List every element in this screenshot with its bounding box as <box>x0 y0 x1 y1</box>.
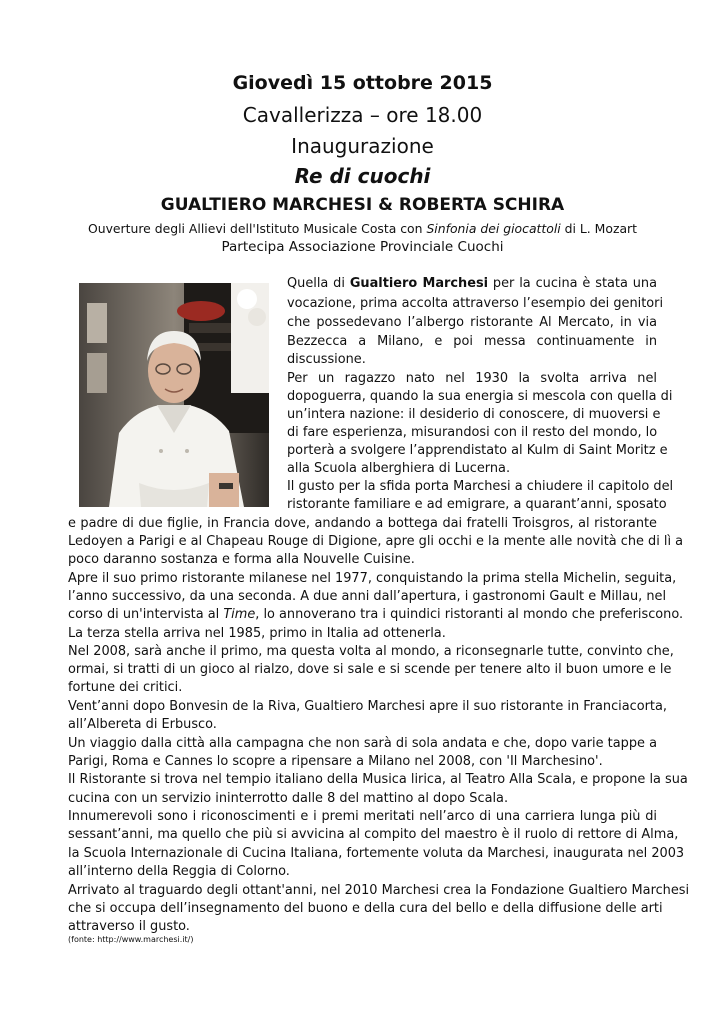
bio-line-33: all’interno della Reggia di Colorno. <box>68 864 290 879</box>
chef-name: Gualtiero Marchesi <box>349 276 489 291</box>
bio-line-23: fortune dei critici. <box>68 680 183 695</box>
bio-line-27: Parigi, Roma e Cannes lo scopre a ripensare a Milano nel 2008, con 'Il Marchesino'. <box>68 754 603 769</box>
bio-line-28: Il Ristorante si trova nel tempio italiano della Musica lirica, al Teatro Alla Scala, e propone la sua <box>68 772 688 787</box>
bio-line-21: Nel 2008, sarà anche il primo, ma questa volta al mondo, a riconsegnarle tutte, convinto che, <box>68 644 674 659</box>
event-date: Giovedì 15 ottobre 2015 <box>232 72 493 94</box>
magazine-name: Time <box>223 607 256 622</box>
bio-line-25: all’Albereta di Erbusco. <box>68 717 217 732</box>
bio-line-19: corso di un'intervista al Time, lo annoverano tra i quindici ristoranti al mondo che preferiscono. <box>68 607 684 622</box>
source-note: (fonte: http://www.marchesi.it/) <box>68 935 194 944</box>
bio-line-26: Un viaggio dalla città alla campagna che non sarà di sola andata e che, dopo varie tappe a <box>68 736 657 751</box>
bio-line-32: la Scuola Internazionale di Cucina Italiana, fortemente voluta da Marchesi, inaugurata nel 2003 <box>68 846 685 861</box>
bio-line-7: dopoguerra, quando la sua energia si mescola con quella di <box>287 389 673 404</box>
bio-line-29: cucina con un servizio ininterrotto dalle 8 del mattino al dopo Scala. <box>68 791 509 806</box>
bio-line-4: Bezzecca a Milano, e poi messa continuamente in <box>287 334 657 349</box>
bio-line-9: di fare esperienza, misurandosi con il resto del mondo, lo <box>287 425 658 440</box>
bio-line-2: vocazione, prima accolta attraverso l’esempio dei genitori <box>287 296 664 311</box>
bio-line-24: Vent’anni dopo Bonvesin de la Riva, Gualtiero Marchesi apre il suo ristorante in Franciacorta, <box>68 699 667 714</box>
bio-line-34: Arrivato al traguardo degli ottant'anni, nel 2010 Marchesi crea la Fondazione Gualtiero Marchesi <box>68 883 690 898</box>
bio-line-18: l’anno successivo, da una seconda. A due anni dall’apertura, i gastronomi Gault e Millau, nel <box>68 589 667 604</box>
bio-line-3: che possedevano l’albergo ristorante Al Mercato, in via <box>287 315 657 330</box>
portrait-photo <box>79 283 269 507</box>
bio-line-12: Il gusto per la sfida porta Marchesi a chiudere il capitolo del <box>287 479 674 494</box>
bio-line-5: discussione. <box>287 352 366 367</box>
bio-line-14: e padre di due figlie, in Francia dove, andando a bottega dai fratelli Troisgros, al ristorante <box>68 516 657 531</box>
bio-line-15: Ledoyen a Parigi e al Chapeau Rouge di Digione, apre gli occhi e la mente alle novità che di lì a <box>68 534 684 549</box>
bio-line-10: porterà a svolgere l’apprendistato al Kulm di Saint Moritz e <box>287 443 668 458</box>
overture-author: di L. Mozart <box>560 221 638 236</box>
bio-line-17: Apre il suo primo ristorante milanese nel 1977, conquistando la prima stella Michelin, seguita, <box>68 571 677 586</box>
overture-text: Ouverture degli Allievi dell'Istituto Musicale Costa con <box>87 221 427 236</box>
overture-work: Sinfonia dei giocattoli <box>426 221 561 236</box>
event-title: Re di cuochi <box>294 164 431 188</box>
bio-line-20: La terza stella arriva nel 1985, primo in Italia ad ottenerla. <box>68 626 446 641</box>
guest-names: GUALTIERO MARCHESI & ROBERTA SCHIRA <box>160 195 565 215</box>
bio-line-16: poco daranno sostanza e forma alla Nouvelle Cuisine. <box>68 552 415 567</box>
bio-line-1: Quella di Gualtiero Marchesi per la cucina è stata una <box>287 276 657 291</box>
event-venue: Cavallerizza – ore 18.00 <box>242 103 483 127</box>
bio-line-13: ristorante familiare e ad emigrare, a quarant’anni, sposato <box>287 497 667 512</box>
bio-line-22: ormai, si tratti di un gioco al rialzo, dove si sale e si scende per tenere alto il buon umore e le <box>68 662 672 677</box>
bio-line-35: che si occupa dell’insegnamento del buono e della cura del bello e della diffusione delle arti <box>68 901 663 916</box>
bio-line-11: alla Scuola alberghiera di Lucerna. <box>287 461 511 476</box>
chef-portrait-icon <box>79 283 269 507</box>
bio-line-31: sessant’anni, ma quello che più si avvicina al compito del maestro è il ruolo di rettore di Alma, <box>68 827 679 842</box>
overture-line <box>0 221 725 236</box>
association-line: Partecipa Associazione Provinciale Cuochi <box>221 239 504 255</box>
bio-line-8: un’intera nazione: il desiderio di conoscere, di muoversi e <box>287 407 661 422</box>
bio-line-36: attraverso il gusto. <box>68 919 190 934</box>
bio-line-30: Innumerevoli sono i riconoscimenti e i premi meritati nell’arco di una carriera lunga più di <box>68 809 657 824</box>
event-type: Inaugurazione <box>291 134 434 158</box>
bio-line-6: Per un ragazzo nato nel 1930 la svolta arriva nel <box>287 371 657 386</box>
